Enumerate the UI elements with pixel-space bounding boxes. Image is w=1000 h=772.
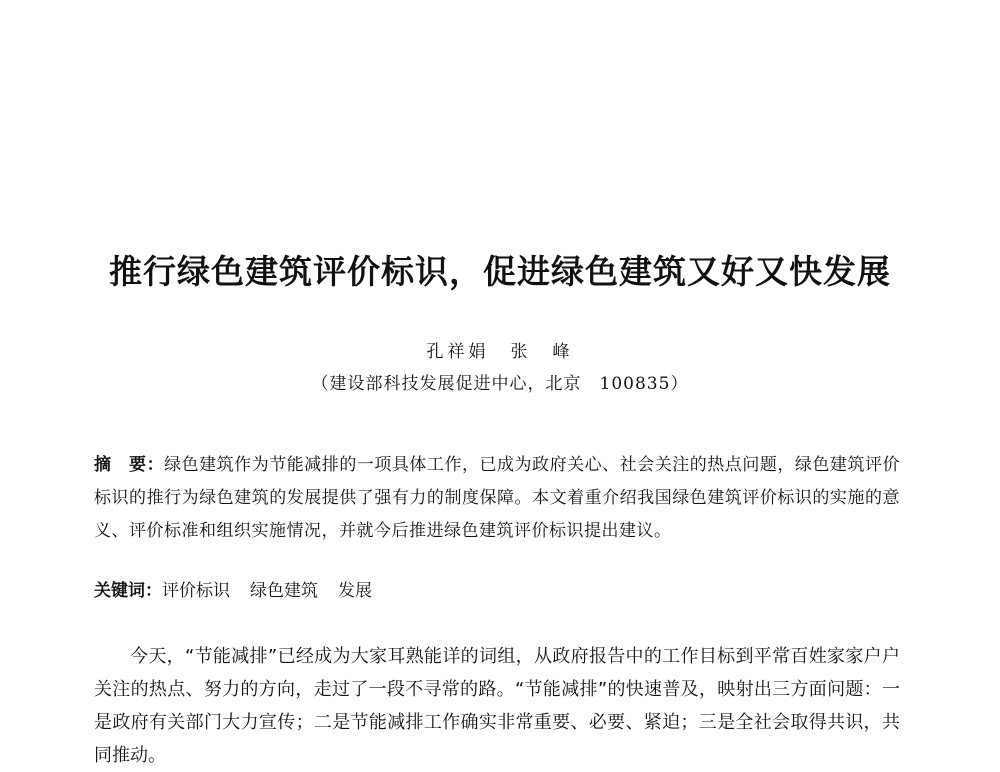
abstract-label: 摘 要： — [94, 455, 165, 475]
keyword-item: 绿色建筑 — [250, 581, 318, 601]
keywords-label: 关键词： — [94, 581, 162, 601]
keyword-item: 评价标识 — [162, 581, 230, 601]
paper-title: 推行绿色建筑评价标识，促进绿色建筑又好又快发展 — [109, 252, 891, 291]
author-names: 孔祥娟 张 峰 — [426, 342, 574, 362]
abstract — [94, 449, 900, 548]
keyword-item: 发展 — [338, 581, 372, 601]
body-paragraph: 今天，“节能减排”已经成为大家耳熟能详的词组，从政府报告中的工作目标到平常百姓家家户户关注的热点、努力的方向，走过了一段不寻常的路。“节能减排”的快速普及，映射出三方面问题：一是政府有关部门大力宣传；二是节能减排工作确实非常重要、必要、紧迫；三是全社会取得共识，共同推动。 — [94, 646, 900, 766]
abstract-text: 绿色建筑作为节能减排的一项具体工作，已成为政府关心、社会关注的热点问题，绿色建筑评价标识的推行为绿色建筑的发展提供了强有力的制度保障。本文着重介绍我国绿色建筑评价标识的实施的意义、评价标准和组织实施情况，并就今后推进绿色建筑评价标识提出建议。 — [94, 455, 901, 541]
author-affiliation: （建设部科技发展促进中心，北京 100835） — [311, 374, 689, 394]
keywords — [94, 576, 900, 606]
